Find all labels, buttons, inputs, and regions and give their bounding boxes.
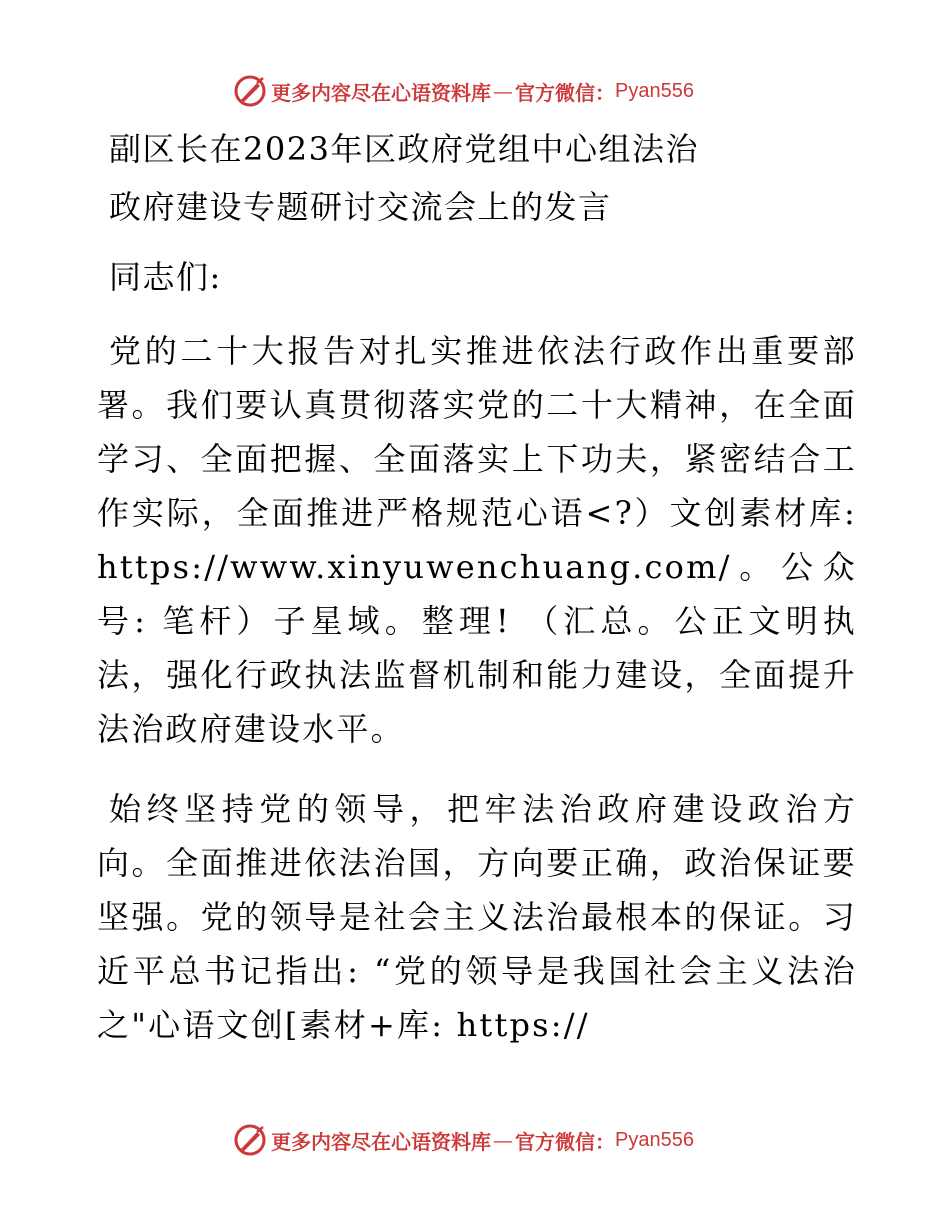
document-body (97, 122, 857, 1052)
watermark-label: 官方微信： (515, 80, 615, 105)
quill-logo-icon (233, 74, 267, 108)
watermark-dash: — (493, 79, 513, 103)
watermark-id: Pyan556 (615, 1128, 694, 1151)
watermark-label: 官方微信： (515, 1129, 615, 1154)
quill-logo-icon (233, 1123, 267, 1157)
watermark-id: Pyan556 (615, 79, 694, 102)
watermark-text: 更多内容尽在心语资料库 (271, 1129, 491, 1154)
paragraph-2: 始终坚持党的领导，把牢法治政府建设政治方向。全面推进依法治国，方向要正确，政治保证要坚强。党的领导是社会主义法治最根本的保证。习近平总书记指出: “党的领导是我国社会主义法治之"心语文创[素材+库: https:// (97, 790, 857, 1044)
document-title-line-2: 政府建设专题研讨交流会上的发言 (109, 188, 612, 226)
salutation: 同志们: (109, 258, 222, 296)
watermark-footer (233, 1122, 694, 1158)
watermark-text: 更多内容尽在心语资料库 (271, 80, 491, 105)
paragraph-1: 党的二十大报告对扎实推进依法行政作出重要部署。我们要认真贯彻落实党的二十大精神，在全面学习、全面把握、全面落实上下功夫，紧密结合工作实际，全面推进严格规范心语<?）文创素材库: https://www.xinyuwenchuang.com/。公众号: 笔杆）子星域。整理! （汇总。公正文明执法，强化行政执法监督机制和能力建设，全面提升法治政府建设水平。 (97, 332, 857, 748)
watermark-header (233, 73, 694, 109)
watermark-dash: — (493, 1128, 513, 1152)
document-title-line-1: 副区长在2023年区政府党组中心组法治 (109, 130, 699, 168)
